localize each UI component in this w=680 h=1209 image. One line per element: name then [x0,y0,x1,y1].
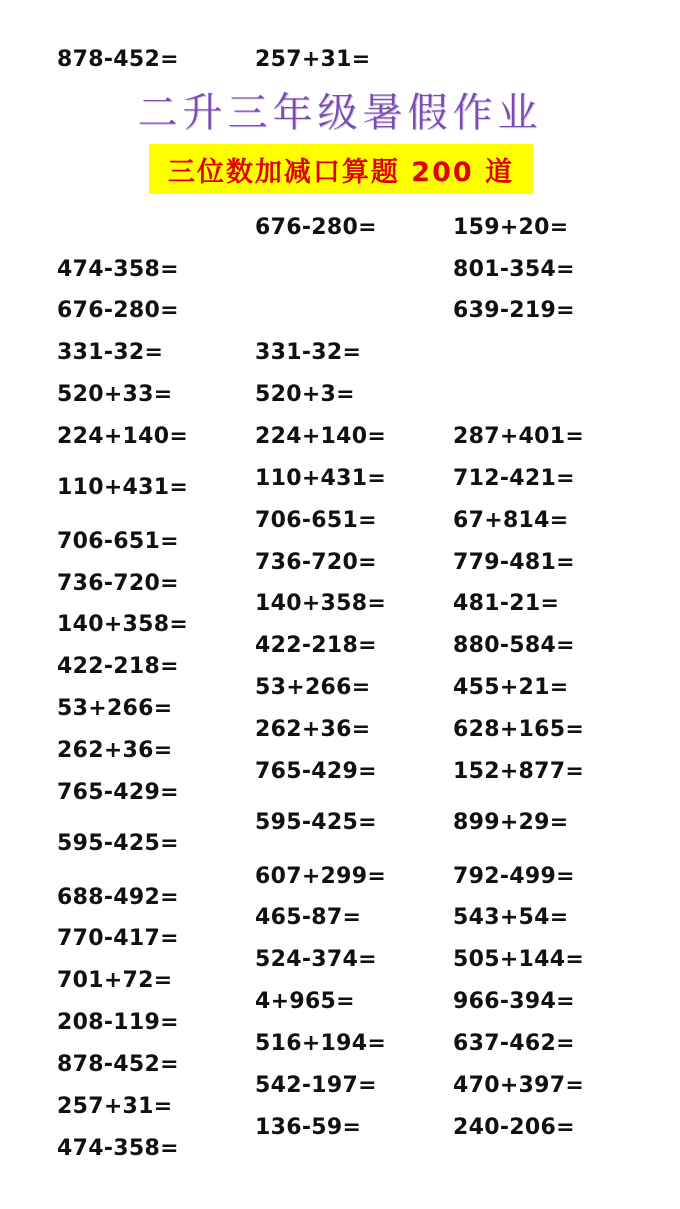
problem-c2-2: 331-32= [255,340,362,365]
problem-c3-9: 880-584= [453,633,575,658]
problem-c3-3: 639-219= [453,298,575,323]
problem-c2-11: 262+36= [255,717,371,742]
problem-c3-16: 505+144= [453,947,585,972]
problem-c1-13: 765-429= [57,780,179,805]
problem-c1-19: 878-452= [57,1052,179,1077]
problem-c2-19: 542-197= [255,1073,377,1098]
problem-c3-13: 899+29= [453,810,569,835]
problem-c3-14: 792-499= [453,864,575,889]
problem-c2-17: 4+965= [255,989,355,1014]
problem-c3-5: 712-421= [453,466,575,491]
problem-top-2: 257+31= [255,47,371,72]
page-title: 二升三年级暑假作业 [137,90,543,136]
page-subtitle: 三位数加减口算题 200 道 [167,156,515,188]
problem-c1-6: 110+431= [57,475,189,500]
problem-c1-16: 770-417= [57,926,179,951]
problem-c2-16: 524-374= [255,947,377,972]
problem-c1-3: 331-32= [57,340,164,365]
problem-c1-1: 474-358= [57,257,179,282]
problem-c1-10: 422-218= [57,654,179,679]
problem-c2-5: 110+431= [255,466,387,491]
problem-c3-1: 159+20= [453,215,569,240]
problem-c3-6: 67+814= [453,508,569,533]
problem-c3-7: 779-481= [453,550,575,575]
problem-c1-17: 701+72= [57,968,173,993]
problem-c1-18: 208-119= [57,1010,179,1035]
problem-c3-18: 637-462= [453,1031,575,1056]
problem-c1-11: 53+266= [57,696,173,721]
problem-c3-10: 455+21= [453,675,569,700]
problem-c1-21: 474-358= [57,1136,179,1161]
problem-c2-12: 765-429= [255,759,377,784]
problem-c1-14: 595-425= [57,831,179,856]
problem-c3-11: 628+165= [453,717,585,742]
problem-c3-12: 152+877= [453,759,585,784]
subtitle-banner [149,144,533,194]
problem-c3-19: 470+397= [453,1073,585,1098]
problem-c2-7: 736-720= [255,550,377,575]
problem-c2-13: 595-425= [255,810,377,835]
problem-c1-20: 257+31= [57,1094,173,1119]
problem-c3-20: 240-206= [453,1115,575,1140]
problem-c2-3: 520+3= [255,382,355,407]
problem-c2-10: 53+266= [255,675,371,700]
problem-c3-17: 966-394= [453,989,575,1014]
problem-c2-6: 706-651= [255,508,377,533]
problem-c2-20: 136-59= [255,1115,362,1140]
problem-c3-15: 543+54= [453,905,569,930]
problem-c1-7: 706-651= [57,529,179,554]
problem-c2-18: 516+194= [255,1031,387,1056]
problem-c1-9: 140+358= [57,612,189,637]
problem-c2-14: 607+299= [255,864,387,889]
problem-c2-9: 422-218= [255,633,377,658]
problem-c3-2: 801-354= [453,257,575,282]
problem-c2-4: 224+140= [255,424,387,449]
problem-c2-1: 676-280= [255,215,377,240]
problem-c2-8: 140+358= [255,591,387,616]
problem-c1-12: 262+36= [57,738,173,763]
problem-c1-8: 736-720= [57,571,179,596]
problem-top-1: 878-452= [57,47,179,72]
problem-c1-15: 688-492= [57,885,179,910]
problem-c1-4: 520+33= [57,382,173,407]
problem-c2-15: 465-87= [255,905,362,930]
problem-c1-2: 676-280= [57,298,179,323]
problem-c3-4: 287+401= [453,424,585,449]
problem-c3-8: 481-21= [453,591,560,616]
problem-c1-5: 224+140= [57,424,189,449]
